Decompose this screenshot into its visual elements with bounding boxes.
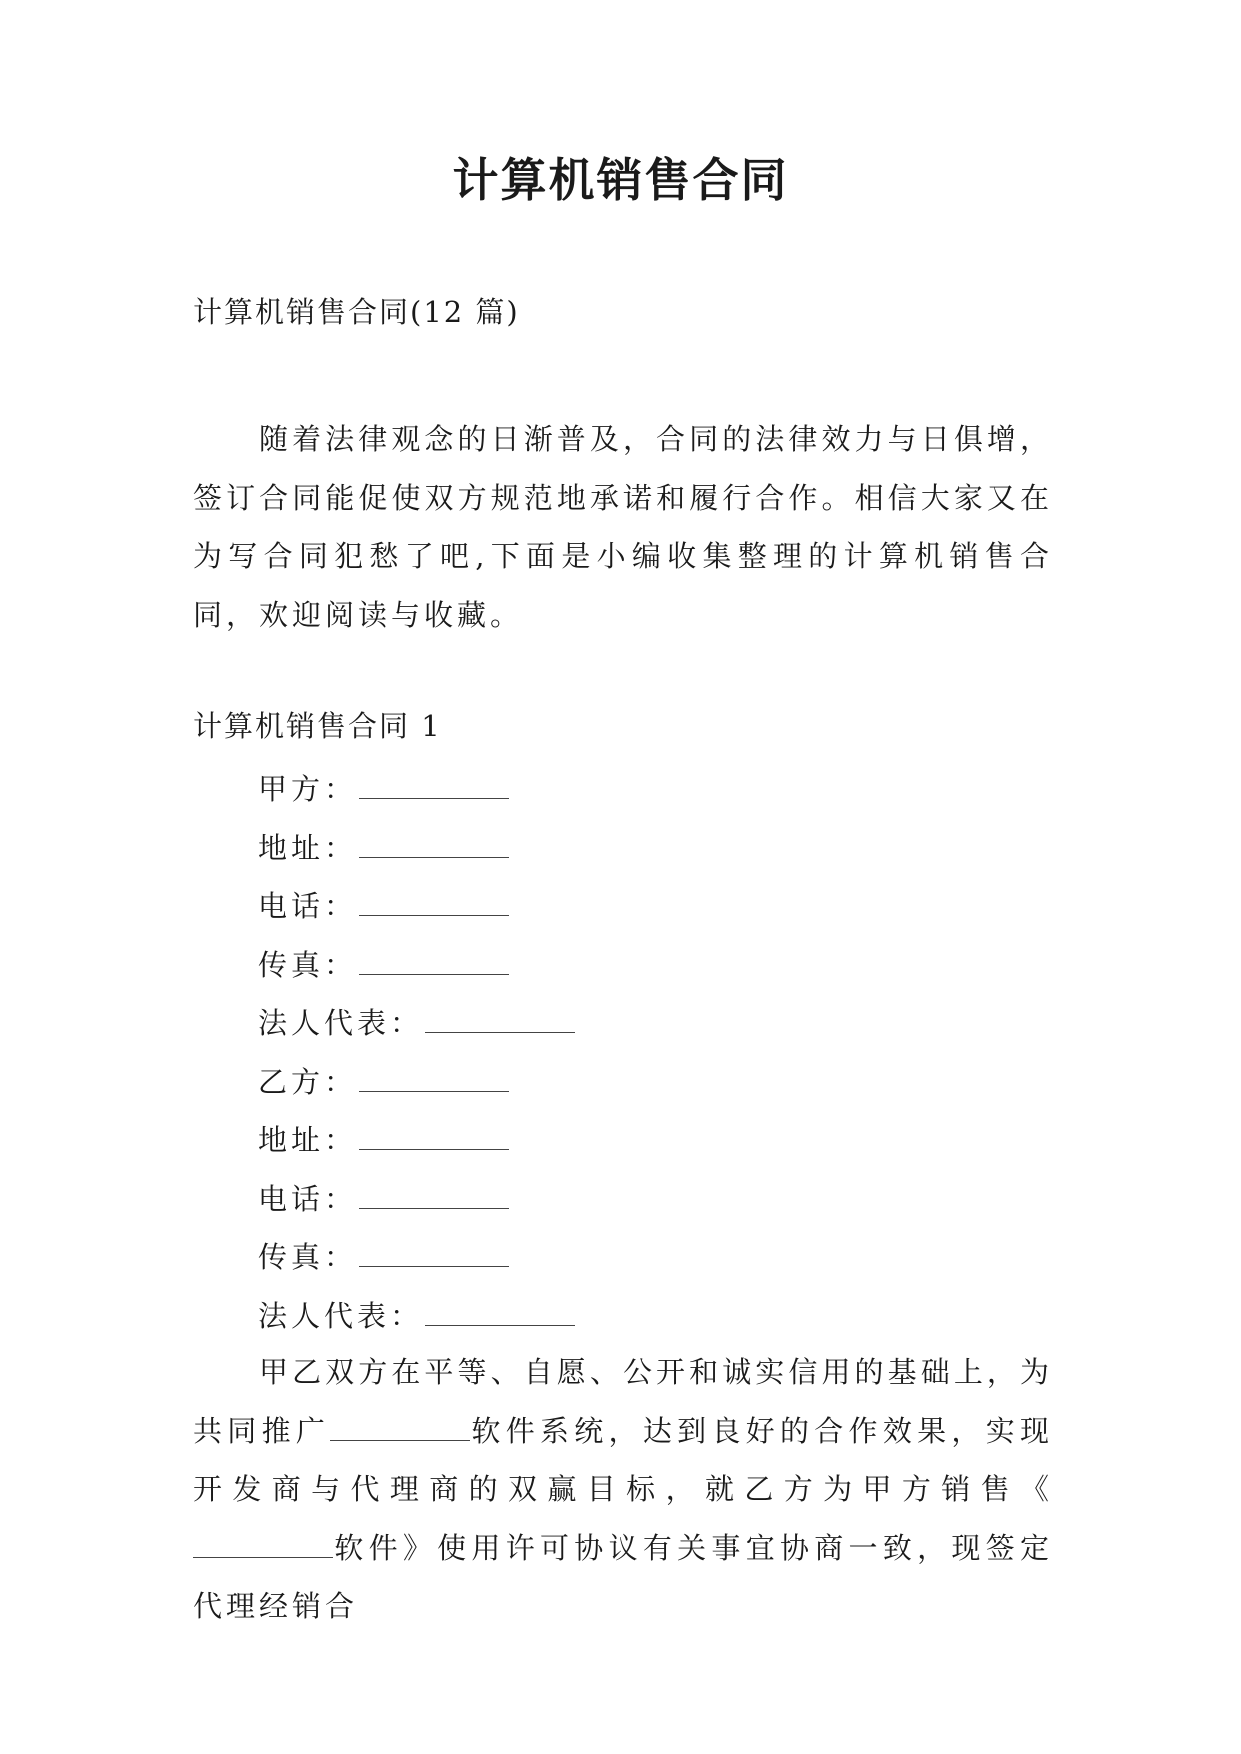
field-label: 乙方： <box>258 1064 358 1099</box>
field-label: 甲方： <box>258 772 358 806</box>
blank-line <box>359 1186 509 1209</box>
field-address-a <box>258 819 575 878</box>
field-label: 传真： <box>258 947 358 982</box>
blank-line <box>359 1244 509 1267</box>
blank-line <box>425 1303 575 1326</box>
field-party-b <box>258 1053 575 1112</box>
field-address-b <box>258 1111 575 1170</box>
section-heading: 计算机销售合同 1 <box>193 709 442 743</box>
document-title: 计算机销售合同 <box>452 153 789 207</box>
blank-line <box>359 893 509 916</box>
field-label: 电话： <box>258 889 358 923</box>
blank-line <box>359 952 509 975</box>
body-paragraph <box>193 1343 1053 1636</box>
blank-line <box>425 1010 575 1033</box>
field-label: 地址： <box>258 1123 358 1157</box>
field-label: 电话： <box>258 1181 358 1216</box>
field-label: 法人代表： <box>258 1298 424 1333</box>
field-fax-a <box>258 936 575 995</box>
blank-line <box>193 1535 333 1558</box>
document-subtitle: 计算机销售合同(12 篇) <box>193 295 520 329</box>
body-text-3: 软件》使用许可协议有关事宜协商一致，现签定代理经销合 <box>193 1530 1053 1623</box>
body-text-1: 甲乙双方在平等、自愿、公开和诚实信用的基础上，为共同推广 <box>193 1355 1053 1448</box>
party-fields <box>258 760 575 1345</box>
field-legal-rep-a <box>258 994 575 1053</box>
blank-line <box>359 1127 509 1150</box>
intro-paragraph: 随着法律观念的日渐普及，合同的法律效力与日俱增，签订合同能促使双方规范地承诺和履行合作。相信大家又在为写合同犯愁了吧,下面是小编收集整理的计算机销售合同，欢迎阅读与收藏。 <box>193 422 1053 632</box>
field-label: 传真： <box>258 1240 358 1274</box>
field-phone-a <box>258 877 575 936</box>
field-phone-b <box>258 1170 575 1229</box>
blank-line <box>359 835 509 858</box>
blank-line <box>359 776 509 799</box>
field-party-a <box>258 760 575 819</box>
blank-line <box>359 1069 509 1092</box>
field-legal-rep-b <box>258 1287 575 1346</box>
blank-line <box>330 1418 470 1441</box>
body-text-2: 软件系统，达到良好的合作效果，实现开发商与代理商的双赢目标，就乙方为甲方销售《 <box>193 1413 1053 1506</box>
field-label: 法人代表： <box>258 1006 424 1040</box>
field-label: 地址： <box>258 830 358 865</box>
field-fax-b <box>258 1228 575 1287</box>
